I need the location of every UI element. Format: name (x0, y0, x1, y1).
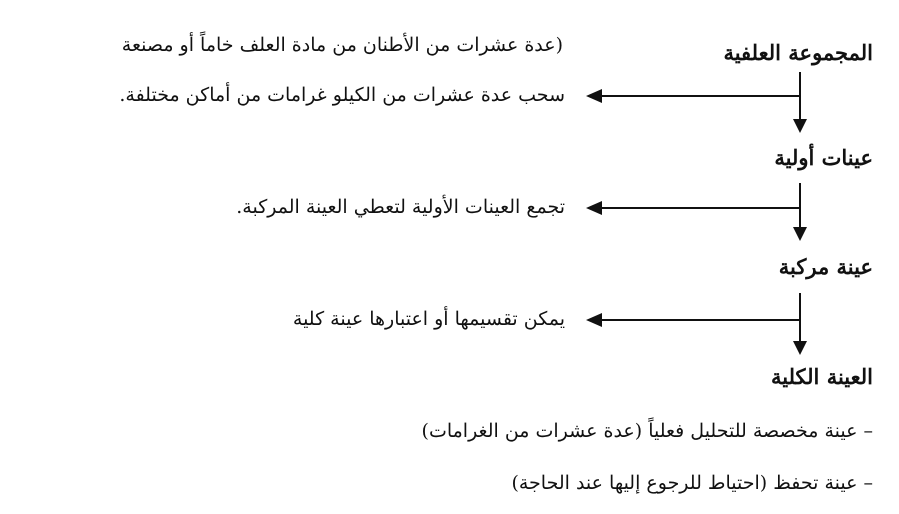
stage-composite-sample: عينة مركبة (778, 254, 873, 279)
transition-connector-1 (586, 72, 807, 133)
down-arrowhead-2 (793, 227, 807, 241)
left-arrowhead-2 (586, 201, 602, 215)
left-arrowhead-1 (586, 89, 602, 103)
transition-note-1: سحب عدة عشرات من الكيلو غرامات من أماكن مختلفة. (119, 84, 565, 106)
left-arrowhead-3 (586, 313, 602, 327)
stage-primary-samples: عينات أولية (774, 145, 873, 170)
stage-feed-lot: المجموعة العلفية (723, 40, 873, 65)
stage-feed-lot-note: (عدة عشرات من الأطنان من مادة العلف خاماً أو مصنعة (121, 34, 563, 56)
final-item-reserve: – عينة تحفظ (احتياط للرجوع إليها عند الحاجة) (511, 472, 873, 494)
transition-note-3: يمكن تقسيمها أو اعتبارها عينة كلية (292, 308, 565, 330)
transition-note-2: تجمع العينات الأولية لتعطي العينة المركبة. (236, 196, 565, 218)
final-item-analysis: – عينة مخصصة للتحليل فعلياً (عدة عشرات من الغرامات) (421, 420, 873, 442)
transition-connector-2 (586, 183, 807, 241)
transition-connector-3 (586, 293, 807, 355)
stage-total-sample: العينة الكلية (771, 364, 873, 389)
down-arrowhead-1 (793, 119, 807, 133)
down-arrowhead-3 (793, 341, 807, 355)
